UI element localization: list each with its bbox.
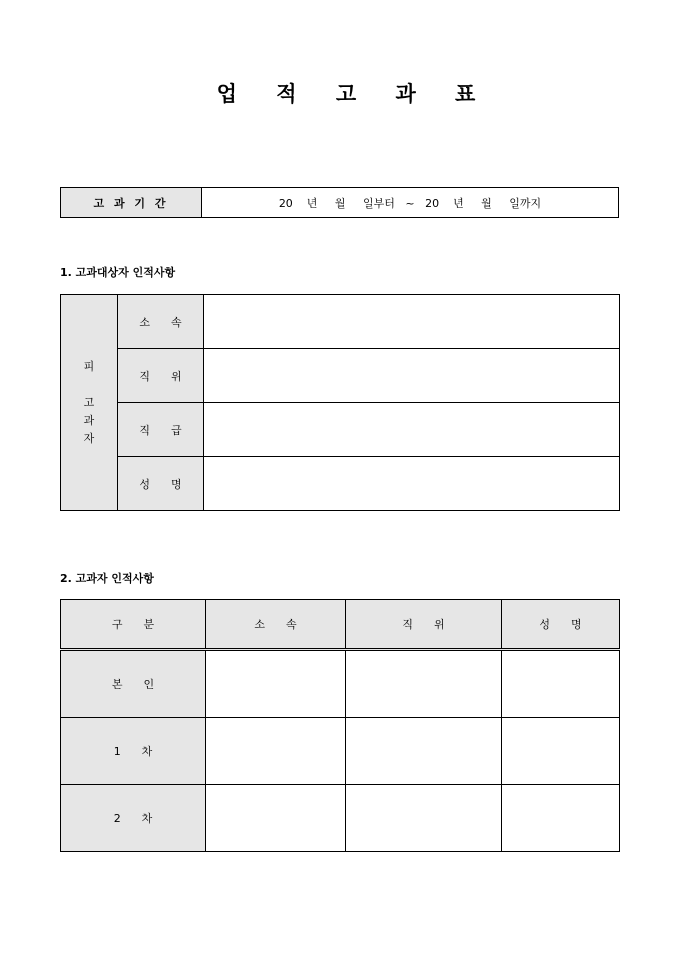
evaluatee-info-table <box>60 294 620 511</box>
row-label-first: 1 차 <box>61 718 206 785</box>
second-affiliation-cell[interactable] <box>206 785 346 852</box>
value-grade[interactable] <box>204 403 620 457</box>
evaluator-info-table <box>60 599 620 852</box>
side-char-4: 자 <box>83 431 95 445</box>
row-label-second: 2 차 <box>61 785 206 852</box>
header-name: 성 명 <box>502 600 620 650</box>
label-position: 직 위 <box>118 349 204 403</box>
value-name[interactable] <box>204 457 620 511</box>
document-title: 업 적 고 과 표 <box>216 81 492 106</box>
header-affiliation: 소 속 <box>206 600 346 650</box>
value-affiliation[interactable] <box>204 295 620 349</box>
self-name-cell[interactable] <box>502 650 620 718</box>
first-position-cell[interactable] <box>346 718 502 785</box>
first-name-cell[interactable] <box>502 718 620 785</box>
second-position-cell[interactable] <box>346 785 502 852</box>
label-name: 성 명 <box>118 457 204 511</box>
label-affiliation: 소 속 <box>118 295 204 349</box>
side-char-2: 고 <box>83 395 95 409</box>
section2-heading: 2. 고과자 인적사항 <box>60 572 154 585</box>
evaluation-period-value: 20 년 월 일부터 ~ 20 년 월 일까지 <box>278 196 542 210</box>
header-category: 구 분 <box>61 600 206 650</box>
side-char-3: 과 <box>83 413 95 427</box>
first-affiliation-cell[interactable] <box>206 718 346 785</box>
evaluatee-side-label <box>61 295 118 511</box>
value-position[interactable] <box>204 349 620 403</box>
section1-heading: 1. 고과대상자 인적사항 <box>60 266 176 279</box>
second-name-cell[interactable] <box>502 785 620 852</box>
header-position: 직 위 <box>346 600 502 650</box>
evaluation-period-label: 고 과 기 간 <box>61 188 202 217</box>
label-grade: 직 급 <box>118 403 204 457</box>
self-position-cell[interactable] <box>346 650 502 718</box>
evaluation-period-box <box>60 187 619 218</box>
self-affiliation-cell[interactable] <box>206 650 346 718</box>
row-label-self: 본 인 <box>61 650 206 718</box>
side-char-1: 피 <box>83 359 95 373</box>
